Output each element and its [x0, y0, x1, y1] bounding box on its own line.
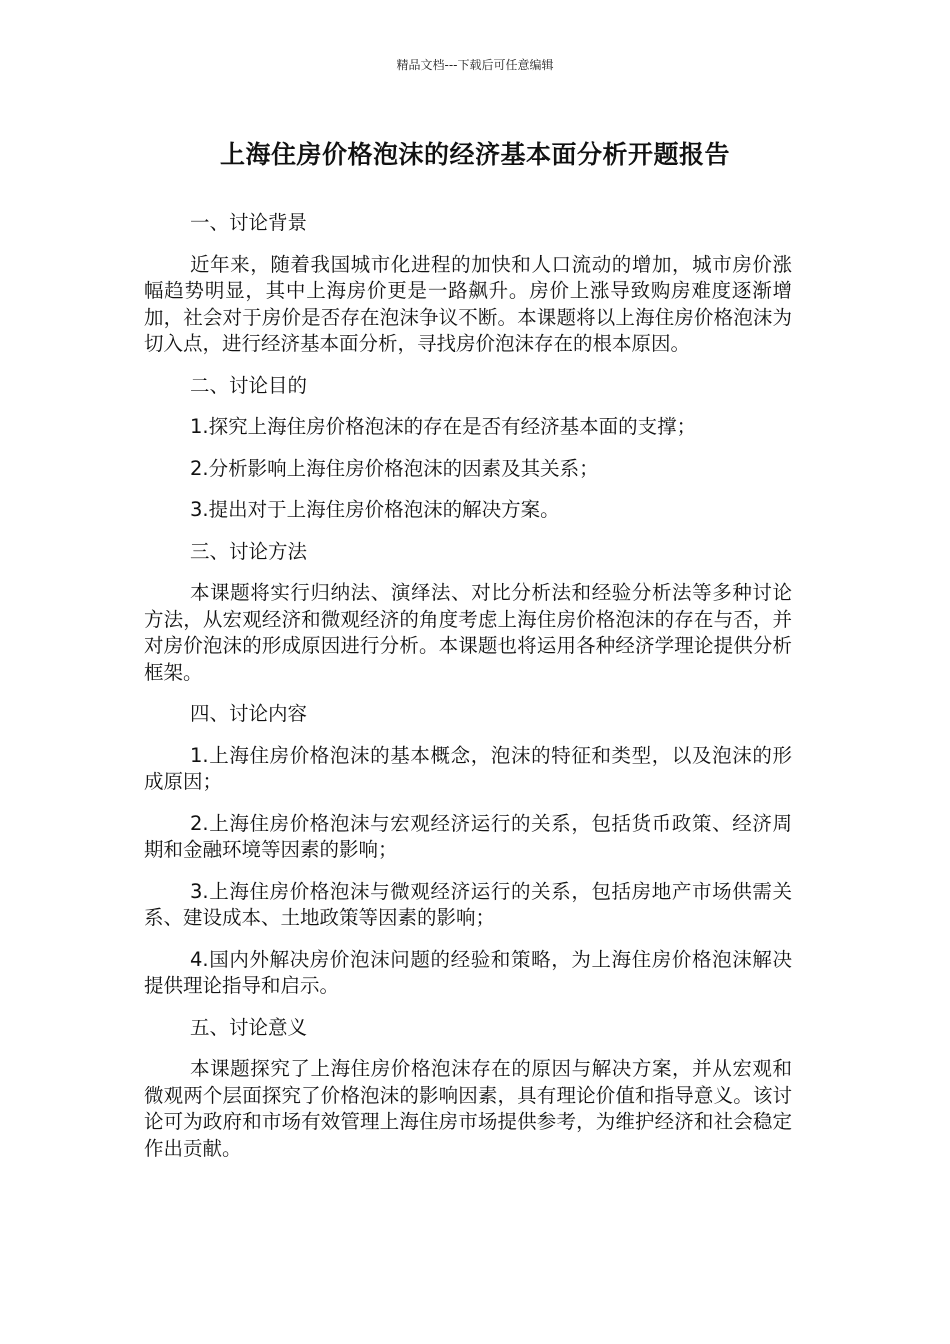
- methods-paragraph: 本课题将实行归纳法、演绎法、对比分析法和经验分析法等多种讨论方法，从宏观经济和微观经济的角度考虑上海住房价格泡沫的存在与否，并对房价泡沫的形成原因进行分析。本课题也将运用各种经济学理论提供分析框架。: [144, 581, 792, 684]
- section-heading-methods: 三、讨论方法: [190, 539, 308, 563]
- content-item: 4.国内外解决房价泡沫问题的经验和策略，为上海住房价格泡沫解决提供理论指导和启示。: [144, 947, 792, 997]
- document-title: 上海住房价格泡沫的经济基本面分析开题报告: [219, 140, 730, 169]
- content-item: 1.上海住房价格泡沫的基本概念，泡沫的特征和类型，以及泡沫的形成原因；: [144, 743, 792, 793]
- objective-item: 2.分析影响上海住房价格泡沫的因素及其关系；: [190, 456, 599, 480]
- page-header: 精品文档---下载后可任意编辑: [396, 58, 554, 72]
- section-heading-contents: 四、讨论内容: [190, 702, 308, 725]
- section-heading-objectives: 二、讨论目的: [190, 373, 308, 397]
- objective-item: 3.提出对于上海住房价格泡沫的解决方案。: [190, 498, 560, 521]
- significance-paragraph: 本课题探究了上海住房价格泡沫存在的原因与解决方案，并从宏观和微观两个层面探究了价格泡沫的影响因素，具有理论价值和指导意义。该讨论可为政府和市场有效管理上海住房市场提供参考，为维护经济和社会稳定作出贡献。: [144, 1057, 792, 1160]
- background-paragraph: 近年来，随着我国城市化进程的加快和人口流动的增加，城市房价涨幅趋势明显，其中上海房价更是一路飙升。房价上涨导致购房难度逐渐增加，社会对于房价是否存在泡沫争议不断。本课题将以上海住房价格泡沫为切入点，进行经济基本面分析，寻找房价泡沫存在的根本原因。: [144, 252, 792, 355]
- document-body: [144, 210, 792, 1177]
- content-item: 2.上海住房价格泡沫与宏观经济运行的关系，包括货币政策、经济周期和金融环境等因素的影响；: [144, 811, 792, 861]
- section-heading-background: 一、讨论背景: [190, 211, 308, 234]
- objective-item: 1.探究上海住房价格泡沫的存在是否有经济基本面的支撑；: [190, 415, 697, 438]
- content-item: 3.上海住房价格泡沫与微观经济运行的关系，包括房地产市场供需关系、建设成本、土地政策等因素的影响；: [144, 879, 792, 929]
- section-heading-significance: 五、讨论意义: [190, 1015, 308, 1039]
